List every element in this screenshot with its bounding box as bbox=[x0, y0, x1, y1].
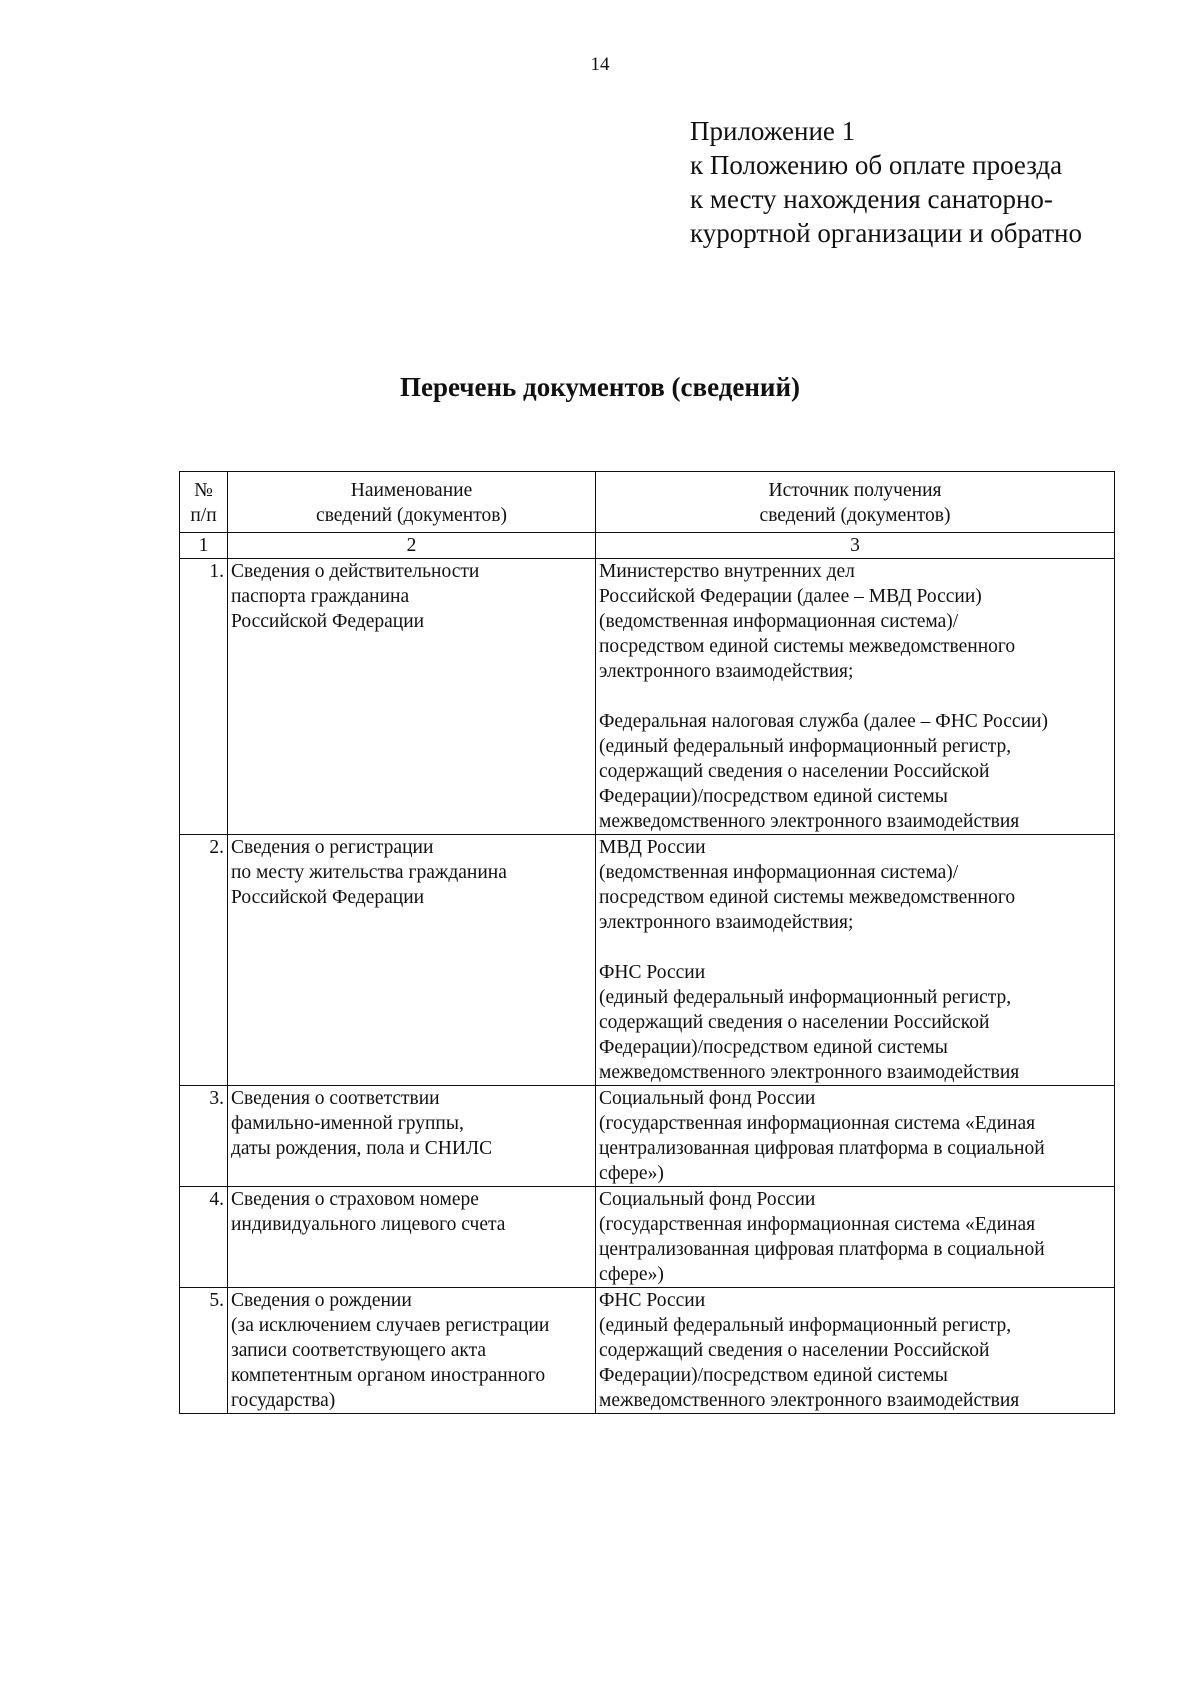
appendix-line: Приложение 1 bbox=[690, 116, 856, 146]
column-number: 1 bbox=[180, 533, 228, 559]
row-number: 1. bbox=[180, 559, 228, 835]
appendix-line: курортной организации и обратно bbox=[690, 218, 1083, 248]
source-block: ФНС России (единый федеральный информационный регистр, содержащий сведения о населении Российской Федерации)/посредством единой системы межведомственного электронного взаимодействия bbox=[599, 962, 1020, 1083]
table-row bbox=[180, 1187, 1115, 1288]
source-block: МВД России (ведомственная информационная система)/ посредством единой системы межведомственного электронного взаимодействия; bbox=[599, 837, 1016, 933]
table-row bbox=[180, 1288, 1115, 1414]
row-source: ФНС России (единый федеральный информационный регистр, содержащий сведения о населении Российской Федерации)/посредством единой системы межведомственного электронного взаимодействия bbox=[596, 1288, 1115, 1414]
header-source: Источник получения сведений (документов) bbox=[596, 472, 1115, 533]
table-row bbox=[180, 559, 1115, 835]
page-number: 14 bbox=[590, 54, 610, 75]
appendix-reference bbox=[690, 114, 1082, 250]
row-number: 2. bbox=[180, 835, 228, 1086]
header-number: № п/п bbox=[180, 472, 228, 533]
column-number: 3 bbox=[596, 533, 1115, 559]
source-block: Министерство внутренних дел Российской Федерации (далее – МВД России) (ведомственная информационная система)/ посредством единой системы межведомственного электронного взаимодействия; bbox=[599, 561, 1016, 682]
row-name: Сведения о страховом номере индивидуального лицевого счета bbox=[228, 1187, 596, 1288]
row-source bbox=[596, 559, 1115, 835]
row-source bbox=[596, 835, 1115, 1086]
row-source: Социальный фонд России (государственная информационная система «Единая централизованная цифровая платформа в социальной сфере») bbox=[596, 1086, 1115, 1187]
row-name: Сведения о регистрации по месту жительства гражданина Российской Федерации bbox=[228, 835, 596, 1086]
table-header-row bbox=[180, 472, 1115, 533]
row-name: Сведения о рождении (за исключением случаев регистрации записи соответствующего акта компетентным органом иностранного государства) bbox=[228, 1288, 596, 1414]
document-title: Перечень документов (сведений) bbox=[399, 372, 801, 402]
documents-table bbox=[179, 471, 1115, 1414]
row-name: Сведения о соответствии фамильно-именной группы, даты рождения, пола и СНИЛС bbox=[228, 1086, 596, 1187]
row-name: Сведения о действительности паспорта гражданина Российской Федерации bbox=[228, 559, 596, 835]
row-number: 4. bbox=[180, 1187, 228, 1288]
table-row bbox=[180, 835, 1115, 1086]
row-number: 5. bbox=[180, 1288, 228, 1414]
table-row bbox=[180, 1086, 1115, 1187]
row-source: Социальный фонд России (государственная информационная система «Единая централизованная цифровая платформа в социальной сфере») bbox=[596, 1187, 1115, 1288]
appendix-line: к Положению об оплате проезда bbox=[690, 150, 1063, 180]
appendix-line: к месту нахождения санаторно- bbox=[690, 184, 1053, 214]
column-number: 2 bbox=[228, 533, 596, 559]
header-name: Наименование сведений (документов) bbox=[228, 472, 596, 533]
source-block: Федеральная налоговая служба (далее – ФНС России) (единый федеральный информационный регистр, содержащий сведения о населении Российской Федерации)/посредством единой системы межведомственного электронного взаимодействия bbox=[599, 711, 1048, 832]
row-number: 3. bbox=[180, 1086, 228, 1187]
column-number-row bbox=[180, 533, 1115, 559]
